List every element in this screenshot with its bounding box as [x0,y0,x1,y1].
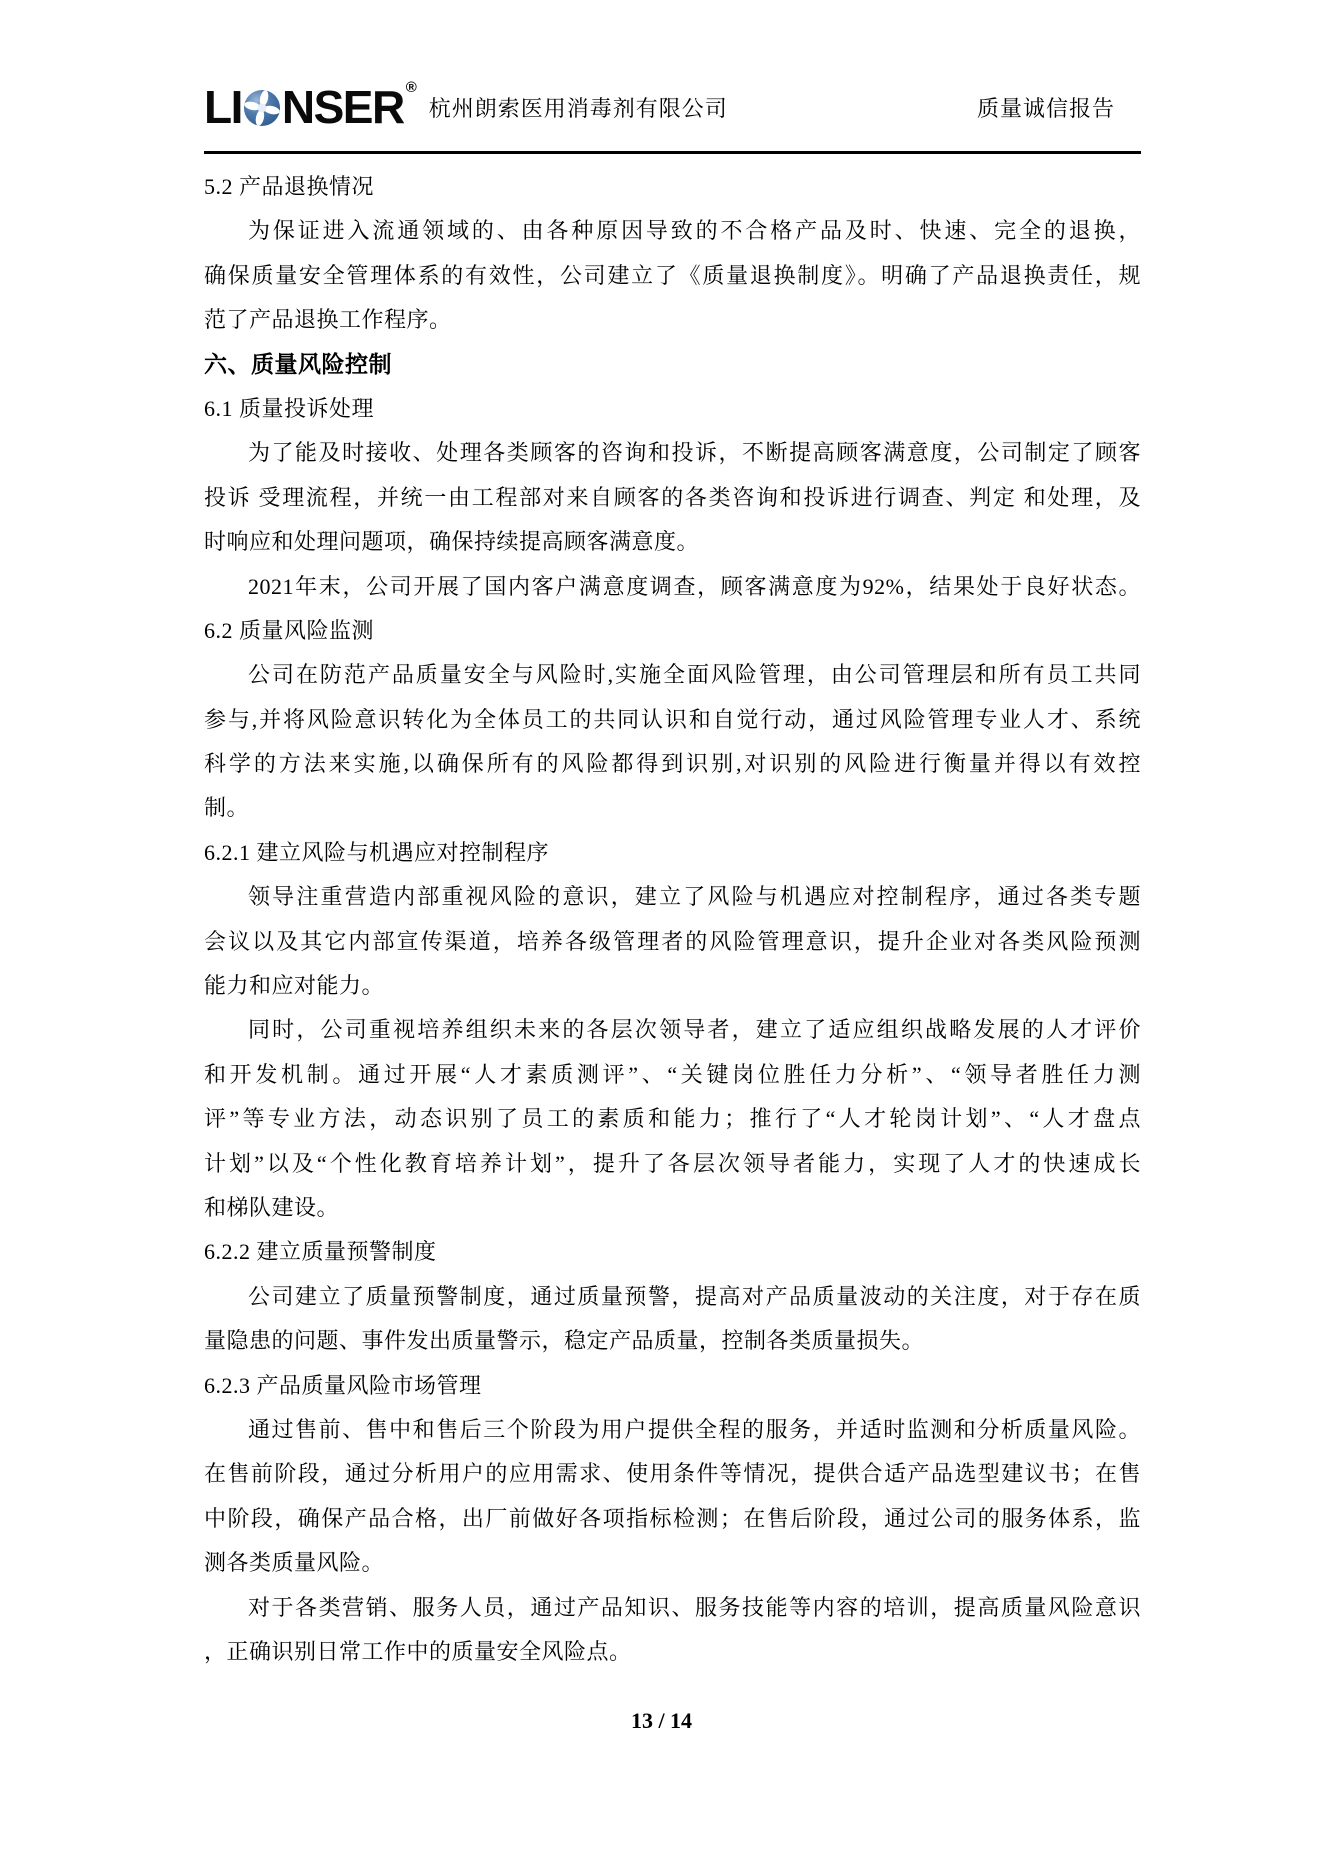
text-line: 制。 [204,795,250,821]
text-line: 同时，公司重视培养组织未来的各层次领导者，建立了适应组织战略发展的人才评价 [248,1017,1141,1043]
text-line: 投诉 受理流程，并统一由工程部对来自顾客的各类咨询和投诉进行调查、判定 和处理，及 [204,484,1141,510]
text-line: 确保质量安全管理体系的有效性，公司建立了《质量退换制度》。明确了产品退换责任，规 [204,262,1141,288]
text-line: 范了产品退换工作程序。 [204,307,452,333]
text-line: 计划”以及“个性化教育培养计划”，提升了各层次领导者能力，实现了人才的快速成长 [204,1150,1141,1176]
registered-trademark-icon: ® [405,79,417,96]
text-line: 评”等专业方法，动态识别了员工的素质和能力；推行了“人才轮岗计划”、“人才盘点 [204,1106,1141,1132]
text-line: 中阶段，确保产品合格，出厂前做好各项指标检测；在售后阶段，通过公司的服务体系，监 [204,1505,1141,1531]
text-line: 和开发机制。通过开展“人才素质测评”、“关键岗位胜任力分析”、“领导者胜任力测 [204,1061,1141,1087]
document-title: 质量诚信报告 [976,95,1115,121]
text-line: 领导注重营造内部重视风险的意识，建立了风险与机遇应对控制程序，通过各类专题 [248,884,1141,910]
text-line: 2021年末，公司开展了国内客户满意度调查，顾客满意度为92%，结果处于良好状态。 [248,573,1141,599]
text-line: 测各类质量风险。 [204,1550,385,1576]
section-heading: 6.2.3 产品质量风险市场管理 [204,1372,482,1398]
text-line: 公司在防范产品质量安全与风险时,实施全面风险管理，由公司管理层和所有员工共同 [248,662,1141,688]
section-heading: 六、质量风险控制 [204,351,392,377]
text-line: 公司建立了质量预警制度，通过质量预警，提高对产品质量波动的关注度，对于存在质 [248,1283,1141,1309]
logo-text-right: NSER [281,81,404,133]
report-body [204,165,1141,1674]
text-line: 科学的方法来实施,以确保所有的风险都得到识别,对识别的风险进行衡量并得以有效控 [204,751,1141,777]
text-line: 为了能及时接收、处理各类顾客的咨询和投诉，不断提高顾客满意度，公司制定了顾客 [248,440,1141,466]
lionser-globe-icon [243,88,281,126]
text-line: 通过售前、售中和售后三个阶段为用户提供全程的服务，并适时监测和分析质量风险。 [248,1416,1141,1442]
text-line: 在售前阶段，通过分析用户的应用需求、使用条件等情况，提供合适产品选型建议书；在售 [204,1461,1141,1487]
text-line: 参与,并将风险意识转化为全体员工的共同认识和自觉行动，通过风险管理专业人才、系统 [204,706,1141,732]
text-line: 量隐患的问题、事件发出质量警示，稳定产品质量，控制各类质量损失。 [204,1328,925,1354]
header-divider [204,151,1141,154]
text-line: 和梯队建设。 [204,1194,340,1220]
section-heading: 6.2.1 建立风险与机遇应对控制程序 [204,839,550,865]
text-line: 会议以及其它内部宣传渠道，培养各级管理者的风险管理意识，提升企业对各类风险预测 [204,928,1141,954]
text-line: 能力和应对能力。 [204,973,385,999]
section-heading: 6.2 质量风险监测 [204,617,375,643]
page-number: 13 / 14 [630,1708,693,1733]
page-header [204,79,1141,133]
section-heading: 6.2.2 建立质量预警制度 [204,1239,437,1265]
text-line: 为保证进入流通领域的、由各种原因导致的不合格产品及时、快速、完全的退换， [248,218,1141,244]
section-heading: 6.1 质量投诉处理 [204,395,375,421]
lionser-logo [204,79,417,133]
text-line: 时响应和处理问题项，确保持续提高顾客满意度。 [204,529,700,555]
text-line: ，正确识别日常工作中的质量安全风险点。 [204,1638,632,1664]
section-heading: 5.2 产品退换情况 [204,174,375,199]
company-name: 杭州朗索医用消毒剂有限公司 [428,95,728,121]
text-line: 对于各类营销、服务人员，通过产品知识、服务技能等内容的培训，提高质量风险意识 [248,1594,1141,1620]
logo-text-left: LI [204,81,242,133]
